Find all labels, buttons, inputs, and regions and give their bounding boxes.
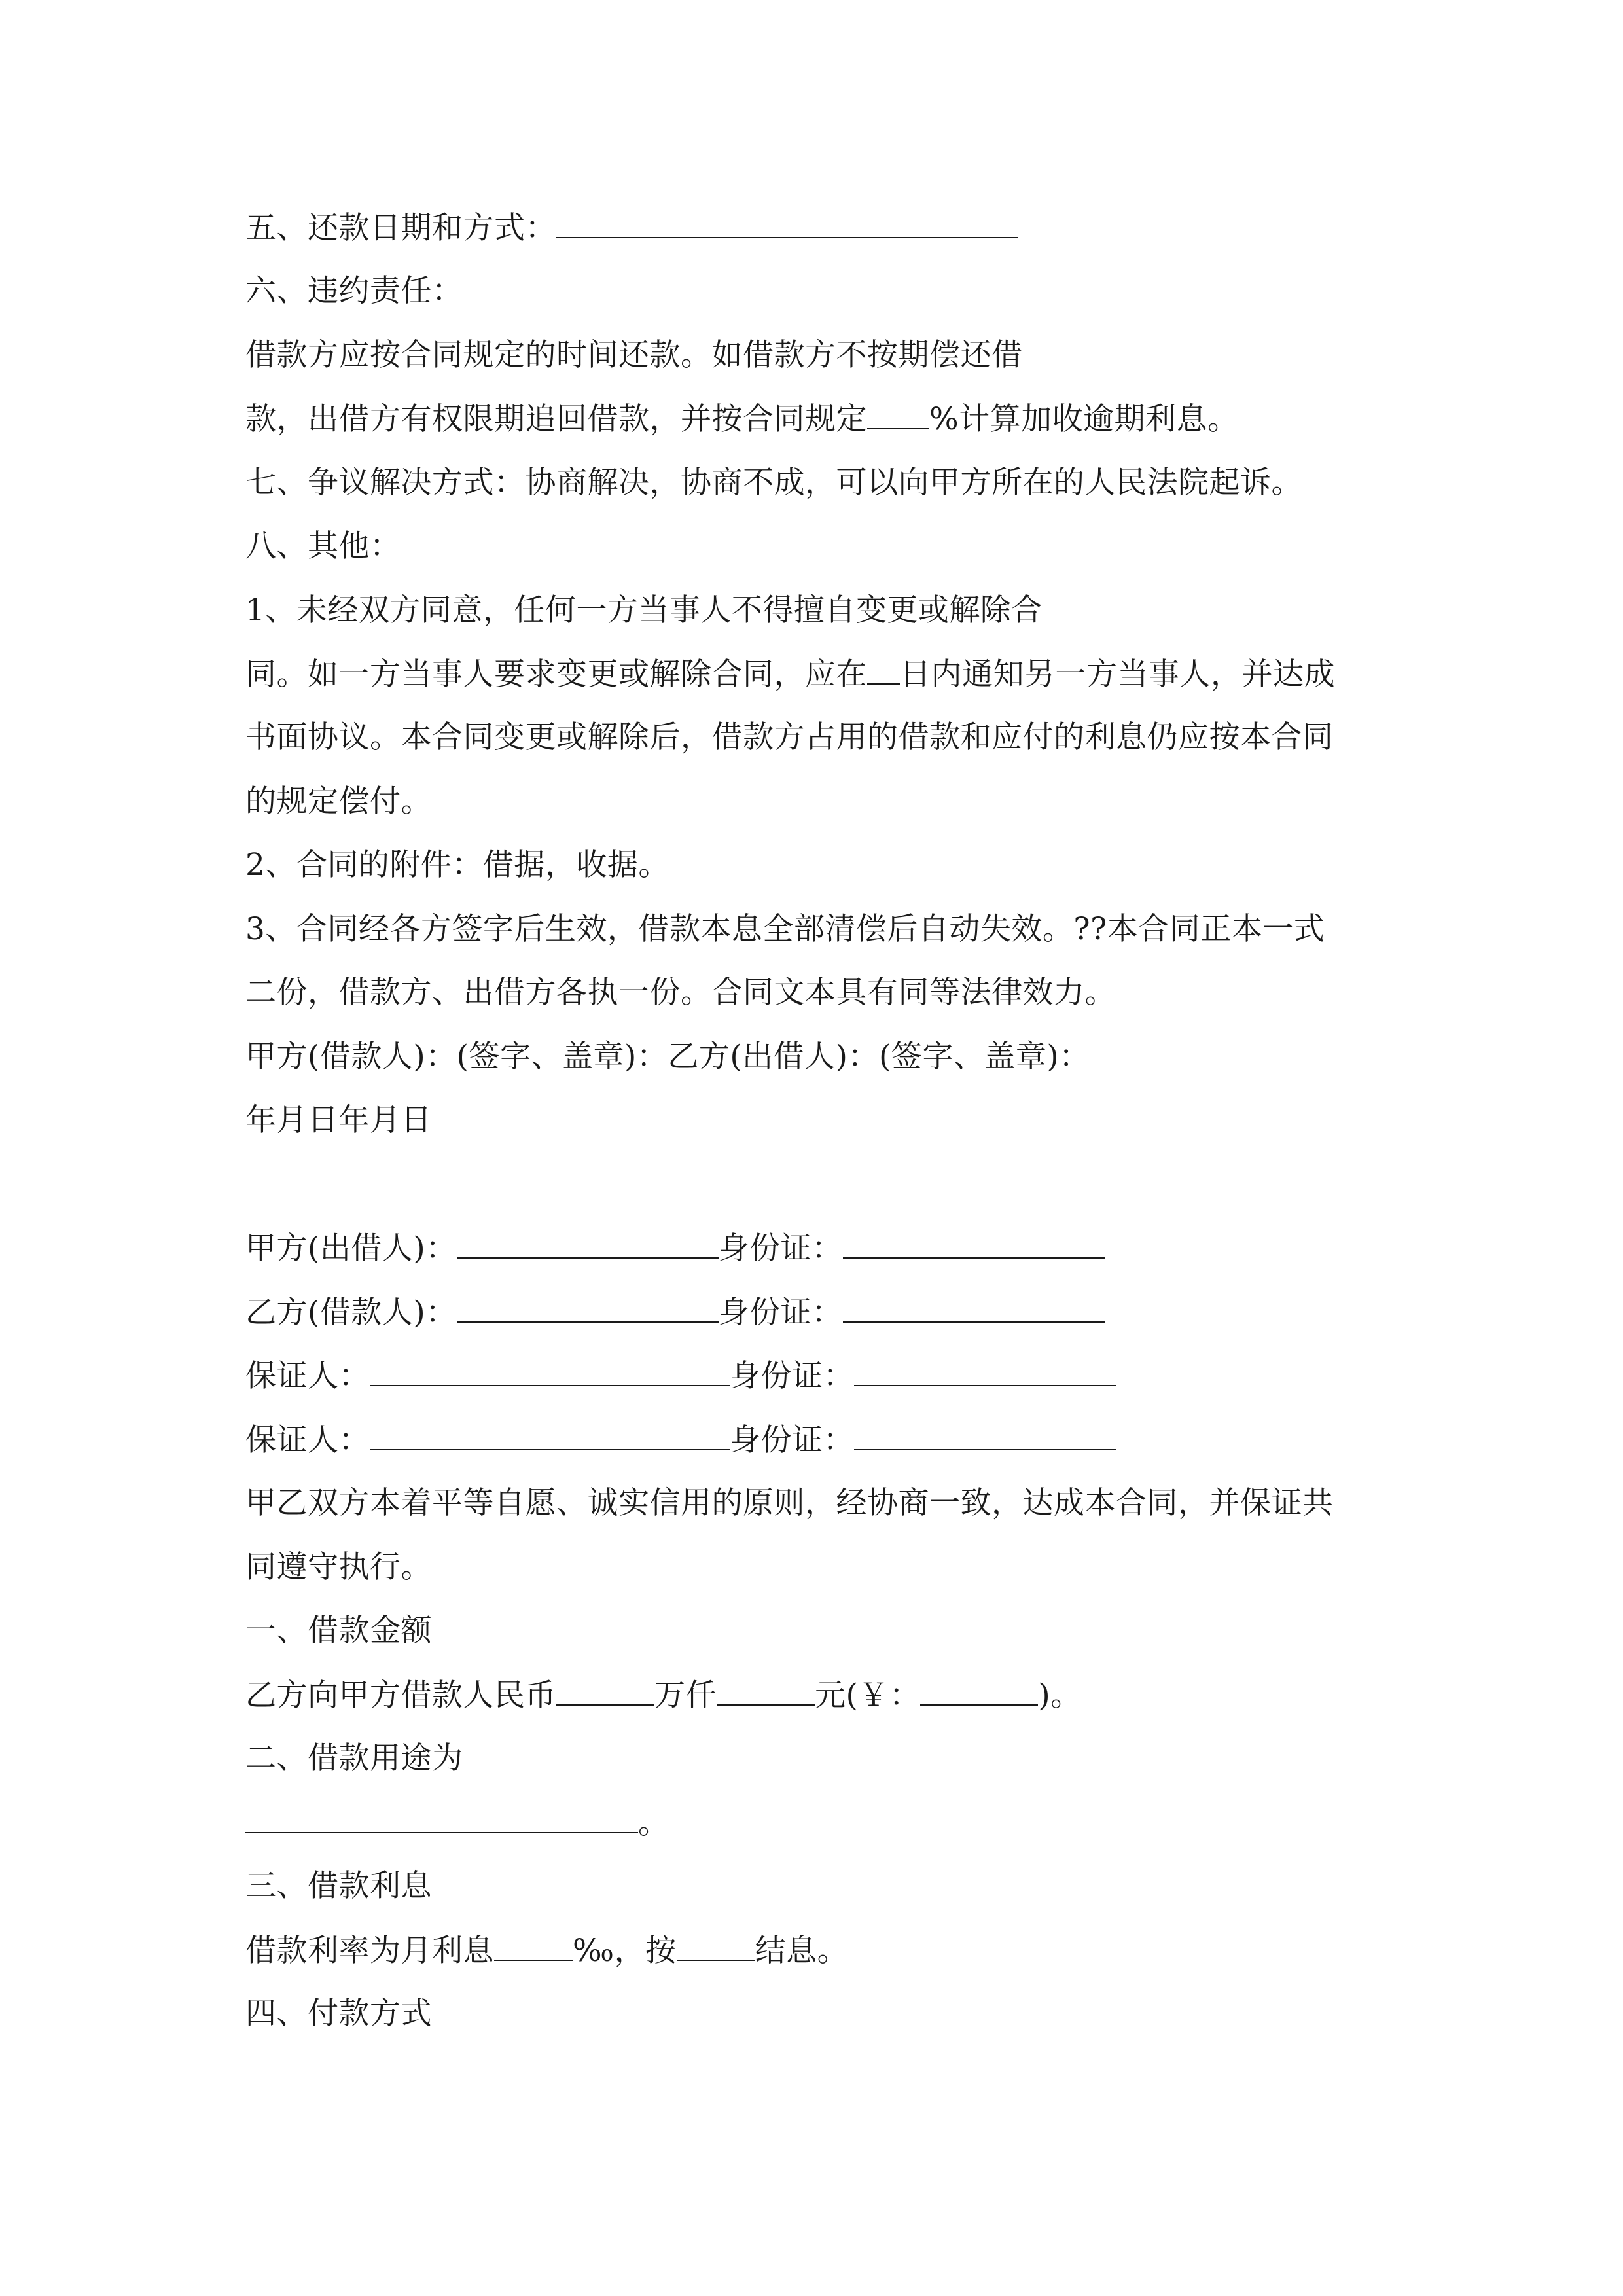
loan-amount-text-b: 万仟 [654, 1677, 717, 1713]
section-4-heading: 四、付款方式 [245, 1996, 432, 2032]
guarantor-1-name-blank[interactable] [370, 1355, 730, 1386]
borrower-label: 乙方(借款人)： [245, 1295, 457, 1331]
loan-purpose-end: 。 [638, 1805, 669, 1841]
guarantor-1-id-label: 身份证： [730, 1358, 854, 1394]
overdue-interest-rate-blank[interactable] [867, 398, 929, 429]
loan-amount-text-d: )。 [1038, 1677, 1082, 1713]
borrower-name-blank[interactable] [457, 1291, 719, 1323]
interest-text-c: 结息。 [755, 1933, 849, 1969]
clause-7-dispute: 七、争议解决方式：协商解决，协商不成，可以向甲方所在的人民法院起诉。 [245, 465, 1302, 501]
clause-5-label: 五、还款日期和方式： [245, 210, 556, 246]
amount-yuan-blank[interactable] [717, 1674, 815, 1706]
section-2-heading: 二、借款用途为 [245, 1740, 463, 1776]
guarantor-row-1 [245, 1355, 1116, 1397]
loan-amount-text-c: 元(￥： [815, 1677, 921, 1713]
clause-8-1-part-b: 日内通知另一方当事人，并达成 [900, 656, 1335, 692]
clause-6-text-line-2 [245, 398, 1239, 440]
clause-6-text-part-b: %计算加收逾期利息。 [929, 401, 1239, 437]
loan-amount-line [245, 1674, 1082, 1716]
clause-8-1-part-a: 同。如一方当事人要求变更或解除合同，应在 [245, 656, 867, 692]
clause-8-3-line-1: 3、合同经各方签字后生效，借款本息全部清偿后自动失效。??本合同正本一式 [245, 911, 1325, 947]
lender-id-blank[interactable] [843, 1227, 1105, 1259]
loan-amount-text-a: 乙方向甲方借款人民币 [245, 1677, 556, 1713]
lender-name-blank[interactable] [457, 1227, 719, 1259]
guarantor-2-id-label: 身份证： [730, 1422, 854, 1458]
loan-purpose-line [245, 1802, 669, 1844]
amount-figures-blank[interactable] [920, 1674, 1038, 1706]
intro-line-2: 同遵守执行。 [245, 1549, 432, 1585]
guarantor-2-id-blank[interactable] [854, 1419, 1116, 1450]
lender-row [245, 1227, 1105, 1269]
lender-label: 甲方(出借人)： [245, 1230, 457, 1266]
borrower-id-blank[interactable] [843, 1291, 1105, 1323]
interest-rate-line [245, 1929, 848, 1971]
guarantor-1-label: 保证人： [245, 1358, 370, 1394]
date-line: 年月日年月日 [245, 1102, 432, 1138]
intro-line-1: 甲乙双方本着平等自愿、诚实信用的原则，经协商一致，达成本合同，并保证共 [245, 1485, 1334, 1521]
interest-text-b: ‰，按 [573, 1933, 677, 1969]
guarantor-row-2 [245, 1419, 1116, 1461]
signature-line: 甲方(借款人)：(签字、盖章)：乙方(出借人)：(签字、盖章)： [245, 1039, 1090, 1075]
clause-8-3-line-2: 二份，借款方、出借方各执一份。合同文本具有同等法律效力。 [245, 975, 1116, 1011]
clause-8-1-line-3: 书面协议。本合同变更或解除后，借款方占用的借款和应付的利息仍应按本合同 [245, 719, 1334, 755]
notice-days-blank[interactable] [867, 653, 900, 685]
clause-6-text-part-a: 款，出借方有权限期追回借款，并按合同规定 [245, 401, 867, 437]
repayment-method-blank[interactable] [556, 207, 1018, 238]
clause-8-1-line-4: 的规定偿付。 [245, 783, 432, 819]
clause-8-heading: 八、其他： [245, 528, 401, 564]
borrower-id-label: 身份证： [718, 1295, 843, 1331]
clause-6-text-line-1: 借款方应按合同规定的时间还款。如借款方不按期偿还借 [245, 337, 1023, 373]
clause-8-1-line-2 [245, 653, 1335, 695]
clause-8-2-attachments: 2、合同的附件：借据，收据。 [245, 847, 669, 883]
clause-8-1-line-1: 1、未经双方同意，任何一方当事人不得擅自变更或解除合 [245, 592, 1043, 628]
section-3-heading: 三、借款利息 [245, 1868, 432, 1904]
amount-wan-blank[interactable] [556, 1674, 654, 1706]
borrower-row [245, 1291, 1105, 1333]
loan-purpose-blank[interactable] [245, 1802, 638, 1833]
guarantor-2-label: 保证人： [245, 1422, 370, 1458]
settlement-period-blank[interactable] [677, 1929, 755, 1961]
clause-6-heading: 六、违约责任： [245, 273, 463, 309]
monthly-rate-blank[interactable] [494, 1929, 573, 1961]
section-1-heading: 一、借款金额 [245, 1613, 432, 1649]
lender-id-label: 身份证： [718, 1230, 843, 1266]
interest-text-a: 借款利率为月利息 [245, 1933, 494, 1969]
guarantor-1-id-blank[interactable] [854, 1355, 1116, 1386]
clause-5-repayment [245, 207, 1018, 249]
guarantor-2-name-blank[interactable] [370, 1419, 730, 1450]
